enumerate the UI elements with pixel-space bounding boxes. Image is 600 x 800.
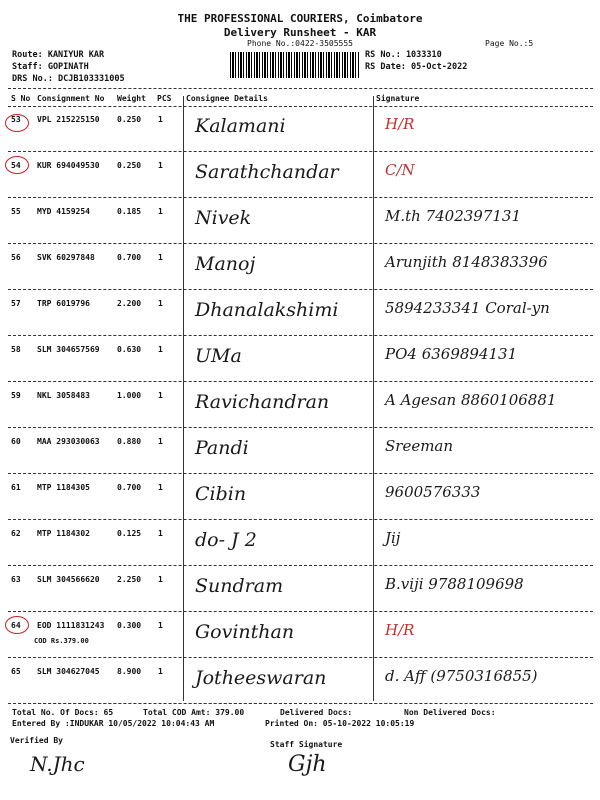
consignment-number: NKL 3058483 bbox=[37, 391, 90, 400]
table-row bbox=[0, 337, 600, 383]
col-weight: Weight bbox=[117, 94, 146, 103]
row-sno: 58 bbox=[11, 345, 21, 354]
pcs-value: 1 bbox=[158, 483, 163, 492]
signature-entry: 9600576333 bbox=[385, 483, 481, 501]
col-signature: Signature bbox=[376, 94, 420, 103]
table-row bbox=[0, 521, 600, 567]
consignee-name: Cibin bbox=[195, 483, 247, 505]
weight-value: 0.185 bbox=[117, 207, 142, 216]
drs-number: DRS No.: DCJB103331005 bbox=[12, 74, 125, 84]
row-sno: 61 bbox=[11, 483, 21, 492]
consignment-number: SLM 304566620 bbox=[37, 575, 100, 584]
row-divider bbox=[8, 381, 593, 382]
weight-value: 0.250 bbox=[117, 115, 142, 124]
pcs-value: 1 bbox=[158, 575, 163, 584]
signature-entry: Arunjith 8148383396 bbox=[385, 253, 548, 271]
consignee-name: Govinthan bbox=[195, 621, 295, 643]
signature-entry: Sreeman bbox=[385, 437, 454, 455]
document-title: THE PROFESSIONAL COURIERS, Coimbatore bbox=[177, 12, 423, 25]
consignee-name: Manoj bbox=[195, 253, 256, 275]
phone-number: Phone No.:0422-3505555 bbox=[247, 39, 353, 48]
table-row bbox=[0, 567, 600, 613]
verified-by: Verified By bbox=[10, 736, 63, 745]
red-circle-mark bbox=[5, 114, 29, 132]
weight-value: 0.125 bbox=[117, 529, 142, 538]
row-divider bbox=[8, 565, 593, 566]
row-divider bbox=[8, 243, 593, 244]
row-sno: 64 bbox=[11, 621, 21, 630]
signature-entry: B.viji 9788109698 bbox=[385, 575, 524, 593]
staff-handwritten-signature: Gjh bbox=[288, 752, 327, 777]
signature-entry: H/R bbox=[385, 115, 415, 133]
pcs-value: 1 bbox=[158, 207, 163, 216]
page-number: Page No.:5 bbox=[485, 39, 534, 48]
table-row bbox=[0, 383, 600, 429]
consignment-number: SVK 60297848 bbox=[37, 253, 95, 262]
divider bbox=[8, 703, 593, 704]
red-circle-mark bbox=[5, 616, 29, 634]
col-pcs: PCS bbox=[157, 94, 172, 103]
table-row bbox=[0, 291, 600, 337]
total-docs: Total No. Of Docs: 65 bbox=[12, 708, 114, 717]
row-divider bbox=[8, 335, 593, 336]
weight-value: 2.200 bbox=[117, 299, 142, 308]
signature-entry: C/N bbox=[385, 161, 415, 179]
col-consignee: Consignee Details bbox=[186, 94, 268, 103]
rs-number: RS No.: 1033310 bbox=[365, 50, 442, 60]
weight-value: 0.880 bbox=[117, 437, 142, 446]
row-divider bbox=[8, 657, 593, 658]
row-divider bbox=[8, 197, 593, 198]
row-divider bbox=[8, 519, 593, 520]
row-sno: 65 bbox=[11, 667, 21, 676]
weight-value: 0.250 bbox=[117, 161, 142, 170]
pcs-value: 1 bbox=[158, 437, 163, 446]
consignee-name: Jotheeswaran bbox=[195, 667, 327, 689]
col-sno: S No bbox=[11, 94, 31, 103]
row-sno: 55 bbox=[11, 207, 21, 216]
row-sno: 57 bbox=[11, 299, 21, 308]
weight-value: 8.900 bbox=[117, 667, 142, 676]
signature-entry: d. Aff (9750316855) bbox=[385, 667, 538, 685]
cod-amount: COD Rs.379.00 bbox=[34, 637, 89, 645]
consignee-name: Pandi bbox=[195, 437, 249, 459]
col-consignment: Consignment No bbox=[37, 94, 105, 103]
signature-entry: M.th 7402397131 bbox=[385, 207, 522, 225]
row-sno: 60 bbox=[11, 437, 21, 446]
row-divider bbox=[8, 151, 593, 152]
consignment-number: SLM 304657569 bbox=[37, 345, 100, 354]
pcs-value: 1 bbox=[158, 621, 163, 630]
non-delivered-docs: Non Delivered Docs: bbox=[404, 708, 496, 717]
rs-date: RS Date: 05-Oct-2022 bbox=[365, 62, 468, 72]
barcode-image bbox=[230, 52, 360, 78]
consignee-name: UMa bbox=[195, 345, 242, 367]
table-row bbox=[0, 199, 600, 245]
pcs-value: 1 bbox=[158, 345, 163, 354]
red-circle-mark bbox=[5, 156, 29, 174]
row-sno: 56 bbox=[11, 253, 21, 262]
consignee-name: Nivek bbox=[195, 207, 252, 229]
consignment-number: MAA 293030063 bbox=[37, 437, 100, 446]
consignment-number: EOD 1111831243 bbox=[37, 621, 105, 630]
row-divider bbox=[8, 611, 593, 612]
divider bbox=[8, 88, 593, 89]
consignee-name: Sundram bbox=[195, 575, 284, 597]
consignment-number: SLM 304627045 bbox=[37, 667, 100, 676]
table-row bbox=[0, 613, 600, 659]
row-sno: 54 bbox=[11, 161, 21, 170]
table-row bbox=[0, 475, 600, 521]
table-row bbox=[0, 429, 600, 475]
row-divider bbox=[8, 427, 593, 428]
weight-value: 0.700 bbox=[117, 253, 142, 262]
pcs-value: 1 bbox=[158, 253, 163, 262]
consignment-number: KUR 694049530 bbox=[37, 161, 100, 170]
delivered-docs: Delivered Docs: bbox=[280, 708, 353, 717]
document-subtitle: Delivery Runsheet - KAR bbox=[223, 26, 377, 39]
table-row bbox=[0, 153, 600, 199]
signature-entry: 5894233341 Coral-yn bbox=[385, 299, 550, 317]
table-row bbox=[0, 659, 600, 705]
signature-entry: Jij bbox=[385, 529, 401, 547]
staff-text: Staff: GOPINATH bbox=[12, 62, 89, 72]
weight-value: 0.700 bbox=[117, 483, 142, 492]
row-sno: 63 bbox=[11, 575, 21, 584]
total-cod: Total COD Amt: 379.00 bbox=[143, 708, 245, 717]
consignee-name: Kalamani bbox=[195, 115, 286, 137]
consignment-number: TRP 6019796 bbox=[37, 299, 90, 308]
signature-entry: H/R bbox=[385, 621, 415, 639]
table-row bbox=[0, 245, 600, 291]
consignment-number: MTP 1184305 bbox=[37, 483, 90, 492]
pcs-value: 1 bbox=[158, 391, 163, 400]
weight-value: 1.000 bbox=[117, 391, 142, 400]
entered-by: Entered By :INDUKAR 10/05/2022 10:04:43 AM bbox=[12, 719, 215, 728]
row-sno: 62 bbox=[11, 529, 21, 538]
weight-value: 0.630 bbox=[117, 345, 142, 354]
consignee-name: Ravichandran bbox=[195, 391, 330, 413]
weight-value: 0.300 bbox=[117, 621, 142, 630]
row-divider bbox=[8, 473, 593, 474]
row-divider bbox=[8, 289, 593, 290]
pcs-value: 1 bbox=[158, 299, 163, 308]
consignee-name: do- J 2 bbox=[195, 529, 257, 551]
consignment-number: MTP 1184302 bbox=[37, 529, 90, 538]
pcs-value: 1 bbox=[158, 667, 163, 676]
consignment-number: VPL 215225150 bbox=[37, 115, 100, 124]
pcs-value: 1 bbox=[158, 115, 163, 124]
pcs-value: 1 bbox=[158, 161, 163, 170]
signature-entry: PO4 6369894131 bbox=[385, 345, 518, 363]
printed-on: Printed On: 05-10-2022 10:05:19 bbox=[265, 719, 415, 728]
consignee-name: Dhanalakshimi bbox=[195, 299, 339, 321]
staff-signature-label: Staff Signature bbox=[270, 740, 343, 749]
row-sno: 53 bbox=[11, 115, 21, 124]
route-text: Route: KANIYUR KAR bbox=[12, 50, 105, 60]
pcs-value: 1 bbox=[158, 529, 163, 538]
consignment-number: MYD 4159254 bbox=[37, 207, 90, 216]
verified-signature: N.Jhc bbox=[30, 752, 85, 776]
consignee-name: Sarathchandar bbox=[195, 161, 339, 183]
weight-value: 2.250 bbox=[117, 575, 142, 584]
row-sno: 59 bbox=[11, 391, 21, 400]
signature-entry: A Agesan 8860106881 bbox=[385, 391, 557, 409]
table-row bbox=[0, 107, 600, 153]
